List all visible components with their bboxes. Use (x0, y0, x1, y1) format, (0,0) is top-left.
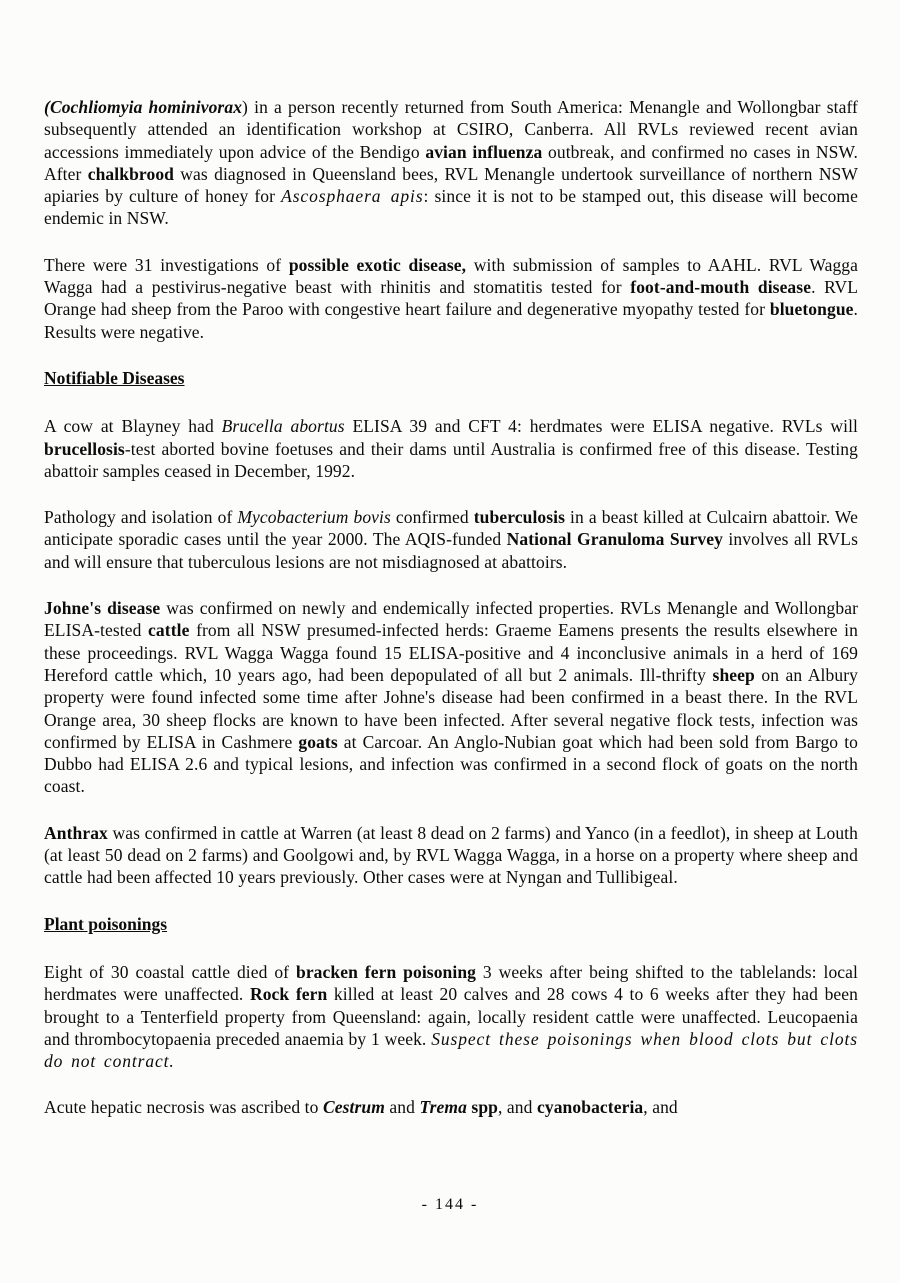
text-run: Suspect these poisonings when blood clots but clots do not contract. (44, 1028, 858, 1072)
section-heading (44, 913, 858, 935)
page-number: - 144 - (421, 1196, 479, 1213)
paragraph (44, 506, 858, 573)
text-run: Notifiable Diseases (44, 367, 185, 388)
paragraph (44, 822, 858, 889)
text-run: and (384, 1097, 420, 1118)
text-run: from all NSW presumed-infected herds: Graeme Eamens presents the results elsewhere in these proceedings. RVL Wagga Wagga found 15 ELISA-positive and 4 inconclusive animals in a herd of 169 Hereford cattle which, 10 years ago, had been depopulated of all but 2 animals. Ill-thrifty (44, 620, 858, 685)
text-run: bracken fern poisoning (295, 961, 477, 982)
text-run: sheep (712, 664, 755, 685)
text-run: Acute hepatic necrosis was ascribed to (44, 1097, 323, 1118)
text-run: Pathology and isolation of (44, 507, 238, 528)
text-run: chalkbrood (87, 163, 174, 184)
text-run: goats (298, 731, 338, 752)
text-run: cattle (148, 620, 190, 641)
text-run: : since it is not to be stamped out, this disease will become endemic in NSW. (44, 186, 858, 229)
text-run: Brucella abortus (221, 416, 345, 437)
text-run: outbreak, and confirmed no cases in NSW. After (44, 141, 858, 184)
text-run: A cow at Blayney had (44, 416, 222, 437)
text-run: ( (44, 97, 50, 117)
text-run: Mycobacterium bovis (237, 507, 391, 528)
text-run: Johne's disease (44, 598, 161, 619)
text-run: spp (471, 1097, 498, 1118)
paragraph (44, 1096, 858, 1118)
text-run: Rock fern (249, 984, 328, 1005)
text-run: tuberculosis (473, 507, 566, 528)
text-run: ELISA 39 and CFT 4: herdmates were ELISA negative. RVLs will (344, 416, 858, 437)
text-run: avian influenza (425, 141, 543, 162)
text-run: possible exotic disease, (288, 254, 467, 275)
text-run: , and (643, 1097, 678, 1118)
text-run: was confirmed in cattle at Warren (at least 8 dead on 2 farms) and Yanco (in a feedlot), in sheep at Louth (at least 50 dead on 2 farms) and Goolgowi and, by RVL Wagga Wagga, in a horse on a property where sheep and cattle had been affected 10 years previously. Other cases were at Nyngan and Tullibigeal. (44, 822, 858, 888)
text-run: Plant poisonings (44, 913, 168, 934)
section-heading (44, 367, 858, 389)
text-run: Ascosphaera apis (281, 186, 424, 207)
text-run: confirmed (390, 507, 474, 528)
paragraph (44, 96, 858, 230)
text-run: Cestrum (322, 1097, 385, 1118)
text-run: There were 31 investigations of (44, 254, 289, 275)
text-run: . RVL Orange had sheep from the Paroo with congestive heart failure and degenerative myopathy tested for (44, 277, 858, 320)
text-run: . Results were negative. (44, 299, 858, 342)
text-run: involves all RVLs and will ensure that tuberculous lesions are not misdiagnosed at abattoirs. (44, 529, 858, 572)
text-run: bluetongue (769, 299, 854, 320)
text-run: Anthrax (44, 822, 108, 843)
text-run: killed at least 20 calves and 28 cows 4 to 6 weeks after they had been brought to a Tenterfield property from Queensland: again, locally resident cattle were unaffected. Leucopaenia and thrombocytopaenia preceded anaemia by 1 week. (44, 984, 859, 1049)
text-run: National Granuloma Survey (506, 529, 723, 550)
text-run: , and (497, 1097, 537, 1118)
text-run: Cochliomyia hominivorax (49, 97, 243, 117)
text-run: was confirmed on newly and endemically infected properties. RVLs Menangle and Wollongbar ELISA-tested (44, 598, 858, 641)
paragraph (44, 415, 858, 482)
text-run: with submission of samples to AAHL. RVL Wagga Wagga had a pestivirus-negative beast with rhinitis and stomatitis tested for (44, 254, 859, 298)
paragraph (44, 597, 858, 798)
text-run: -test aborted bovine foetuses and their dams until Australia is confirmed free of this disease. Testing abattoir samples ceased in December, 1992. (44, 438, 858, 481)
text-run: in a beast killed at Culcairn abattoir. We anticipate sporadic cases until the year 2000. The AQIS-funded (44, 507, 859, 550)
text-run: at Carcoar. An Anglo-Nubian goat which had been sold from Bargo to Dubbo had ELISA 2.6 and typical lesions, and infection was confirmed in a second flock of goats on the north coast. (44, 731, 858, 797)
paragraph (44, 961, 858, 1072)
text-run: foot-and-mouth disease (630, 277, 812, 298)
paragraph (44, 254, 858, 343)
text-run: on an Albury property were found infected some time after Johne's disease had been confirmed in a beast there. In the RVL Orange area, 30 sheep flocks are known to have been infected. After several negative flock tests, infection was confirmed by ELISA in Cashmere (44, 664, 858, 752)
text-run: cyanobacteria (536, 1097, 644, 1118)
text-run: 3 weeks after being shifted to the tablelands: local herdmates were unaffected. (44, 961, 858, 1005)
text-run: ) in a person recently returned from South America: Menangle and Wollongbar staff subsequently attended an identification workshop at CSIRO, Canberra. All RVLs reviewed recent avian accessions immediately upon advice of the Bendigo (44, 97, 858, 162)
document-body (44, 96, 858, 1119)
text-run: Eight of 30 coastal cattle died of (44, 961, 296, 982)
text-run: Trema (419, 1097, 467, 1118)
text-run: brucellosis (44, 438, 125, 459)
text-run: was diagnosed in Queensland bees, RVL Menangle undertook surveillance of northern NSW apiaries by culture of honey for (44, 163, 859, 207)
